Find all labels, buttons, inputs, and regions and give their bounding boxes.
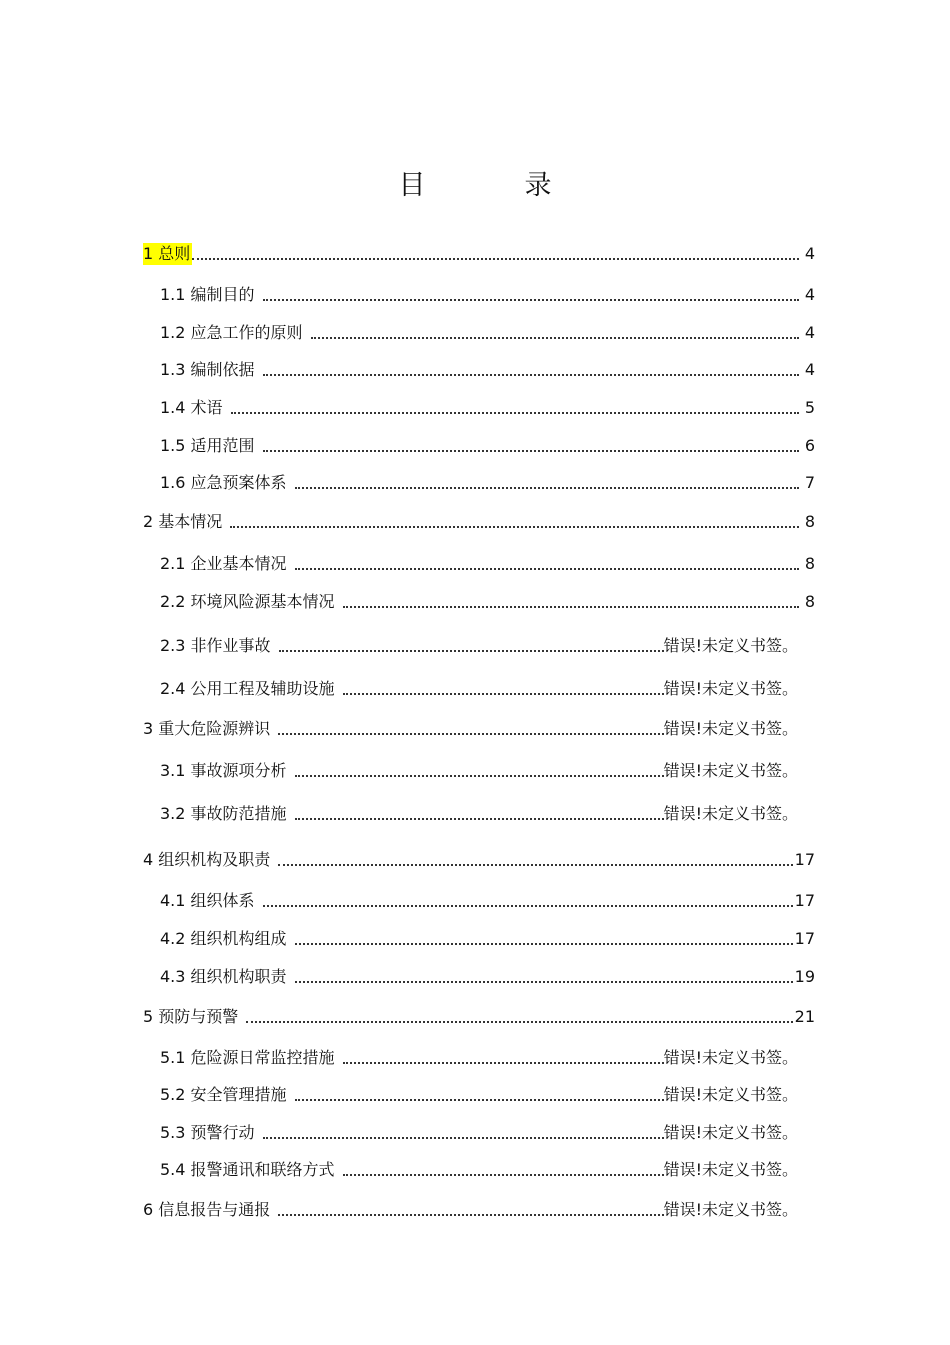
toc-entry-label: 4.2 组织机构组成 <box>160 929 287 948</box>
dot-leader <box>295 1084 664 1106</box>
toc-entry[interactable] <box>160 1157 798 1181</box>
toc-entry[interactable] <box>143 847 815 871</box>
toc-entry-label: 1.6 应急预案体系 <box>160 473 287 492</box>
toc-entry-page-number: 7 <box>804 473 815 492</box>
toc-entry[interactable] <box>160 320 815 344</box>
toc-entry-label: 1.4 术语 <box>160 398 223 417</box>
dot-leader <box>263 284 799 306</box>
toc-entry-page-number: 21 <box>794 1007 815 1026</box>
dot-leader <box>343 678 664 700</box>
toc-entry-label: 5.1 危险源日常监控措施 <box>160 1048 335 1067</box>
toc-entry[interactable] <box>160 1120 798 1144</box>
toc-entry-label: 2.3 非作业事故 <box>160 636 271 655</box>
dot-leader <box>230 511 799 533</box>
toc-entry[interactable] <box>160 801 798 825</box>
toc-entry-label: 5.4 报警通讯和联络方式 <box>160 1160 335 1179</box>
dot-leader <box>295 472 799 494</box>
toc-entry[interactable] <box>160 1082 798 1106</box>
toc-entry-label: 2.1 企业基本情况 <box>160 554 287 573</box>
dot-leader <box>246 1006 792 1028</box>
dot-leader <box>295 966 793 988</box>
toc-entry[interactable] <box>160 758 798 782</box>
toc-entry[interactable] <box>160 676 798 700</box>
toc-entry-error-text: 错误!未定义书签。 <box>663 719 798 738</box>
toc-entry-page-number: 4 <box>804 360 815 379</box>
toc-entry-label: 5.3 预警行动 <box>160 1123 255 1142</box>
toc-entry[interactable] <box>143 1004 815 1028</box>
toc-entry-label: 4.3 组织机构职责 <box>160 967 287 986</box>
toc-entry[interactable] <box>160 589 815 613</box>
toc-entry-label: 1 总则 <box>143 244 191 263</box>
dot-leader <box>278 849 792 871</box>
toc-entry-page-number: 8 <box>804 512 815 531</box>
dot-leader <box>343 1159 664 1181</box>
toc-entry-error-text: 错误!未定义书签。 <box>663 1160 798 1179</box>
toc-entry[interactable] <box>143 241 815 265</box>
toc-entry-error-text: 错误!未定义书签。 <box>663 1123 798 1142</box>
toc-entry[interactable] <box>160 551 815 575</box>
toc-entry-page-number: 17 <box>794 929 815 948</box>
dot-leader <box>279 635 664 657</box>
toc-entry[interactable] <box>160 964 815 988</box>
dot-leader <box>263 890 793 912</box>
toc-entry-error-text: 错误!未定义书签。 <box>663 1048 798 1067</box>
toc-entry-label: 6 信息报告与通报 <box>143 1200 271 1219</box>
toc-entry[interactable] <box>160 926 815 950</box>
toc-entry-label: 1.5 适用范围 <box>160 436 255 455</box>
toc-entry-page-number: 4 <box>804 323 815 342</box>
toc-entry[interactable] <box>160 633 798 657</box>
dot-leader <box>295 760 664 782</box>
toc-entry-error-text: 错误!未定义书签。 <box>663 804 798 823</box>
toc-entry[interactable] <box>143 716 798 740</box>
toc-entry[interactable] <box>160 1045 798 1069</box>
toc-entry[interactable] <box>143 509 815 533</box>
dot-leader <box>263 435 799 457</box>
toc-entry-page-number: 19 <box>794 967 815 986</box>
dot-leader <box>263 1122 664 1144</box>
toc-entry-label: 1.1 编制目的 <box>160 285 255 304</box>
dot-leader <box>295 553 799 575</box>
toc-title: 目 录 <box>398 170 588 201</box>
dot-leader <box>263 359 799 381</box>
dot-leader <box>343 1047 664 1069</box>
toc-entry[interactable] <box>160 395 815 419</box>
dot-leader <box>192 243 799 265</box>
dot-leader <box>295 928 793 950</box>
toc-entry[interactable] <box>143 1197 798 1221</box>
toc-entry-error-text: 错误!未定义书签。 <box>663 679 798 698</box>
toc-entry-page-number: 5 <box>804 398 815 417</box>
dot-leader <box>343 591 799 613</box>
dot-leader <box>278 718 663 740</box>
toc-entry-page-number: 8 <box>804 554 815 573</box>
toc-entry-page-number: 6 <box>804 436 815 455</box>
toc-entry-label: 4 组织机构及职责 <box>143 850 271 869</box>
toc-entry-page-number: 4 <box>804 285 815 304</box>
toc-entry-label: 5.2 安全管理措施 <box>160 1085 287 1104</box>
dot-leader <box>295 803 664 825</box>
toc-entry-page-number: 17 <box>794 850 815 869</box>
toc-entry-page-number: 4 <box>804 244 815 263</box>
toc-entry-page-number: 17 <box>794 891 815 910</box>
toc-entry-label: 2 基本情况 <box>143 512 223 531</box>
dot-leader <box>311 322 799 344</box>
toc-entry-label: 2.4 公用工程及辅助设施 <box>160 679 335 698</box>
toc-entry-error-text: 错误!未定义书签。 <box>663 1200 798 1219</box>
dot-leader <box>278 1199 663 1221</box>
toc-entry-label: 3.1 事故源项分析 <box>160 761 287 780</box>
toc-entry-label: 5 预防与预警 <box>143 1007 239 1026</box>
toc-entry-error-text: 错误!未定义书签。 <box>663 761 798 780</box>
toc-entry-label: 3 重大危险源辨识 <box>143 719 271 738</box>
toc-entry-label: 4.1 组织体系 <box>160 891 255 910</box>
toc-entry[interactable] <box>160 888 815 912</box>
dot-leader <box>231 397 799 419</box>
toc-entry-label: 1.3 编制依据 <box>160 360 255 379</box>
toc-entry-label: 2.2 环境风险源基本情况 <box>160 592 335 611</box>
toc-entry-error-text: 错误!未定义书签。 <box>663 1085 798 1104</box>
toc-entry-label: 1.2 应急工作的原则 <box>160 323 303 342</box>
toc-entry[interactable] <box>160 470 815 494</box>
toc-entry[interactable] <box>160 282 815 306</box>
toc-entry[interactable] <box>160 433 815 457</box>
toc-entry[interactable] <box>160 357 815 381</box>
toc-entry-label: 3.2 事故防范措施 <box>160 804 287 823</box>
toc-entry-page-number: 8 <box>804 592 815 611</box>
toc-entry-error-text: 错误!未定义书签。 <box>663 636 798 655</box>
